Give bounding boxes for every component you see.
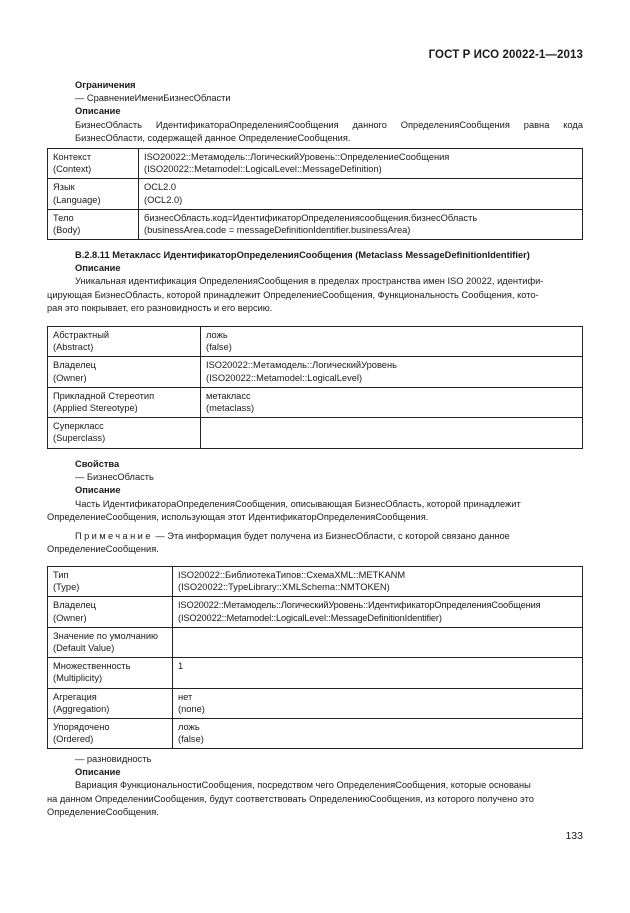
label-ru: Язык bbox=[53, 182, 75, 193]
value-ru: ISO20022::Метамодель::ЛогическийУровень::ОпределениеСообщения bbox=[144, 152, 450, 162]
description-heading: Описание bbox=[75, 263, 121, 274]
property-item: — разновидность bbox=[75, 754, 152, 764]
description-line: Вариация ФункциональностиСообщения, посредством чего ОпределенияСообщения, которые основаны bbox=[75, 780, 531, 791]
row-label bbox=[48, 327, 201, 357]
value-ru: ложь bbox=[206, 330, 228, 340]
table-row bbox=[48, 149, 583, 179]
label-en: (Abstract) bbox=[53, 342, 94, 353]
table-row bbox=[48, 209, 583, 239]
table-row bbox=[48, 418, 583, 448]
row-label bbox=[48, 688, 173, 718]
row-label bbox=[48, 209, 139, 239]
label-ru: Множественность bbox=[53, 661, 131, 672]
note-label: Примечание bbox=[75, 531, 153, 542]
metaclass-table-grid bbox=[47, 326, 583, 449]
row-value bbox=[173, 597, 583, 627]
description-line: Часть ИдентификатораОпределенияСообщения, описывающая БизнесОбласть, которой принадлежит bbox=[75, 498, 521, 509]
description-heading: Описание bbox=[75, 767, 121, 778]
row-value bbox=[201, 387, 583, 417]
row-value bbox=[173, 719, 583, 749]
row-label bbox=[48, 627, 173, 657]
row-label bbox=[48, 179, 139, 209]
description-text bbox=[47, 119, 583, 145]
label-en: (Owner) bbox=[53, 612, 87, 623]
value-en: (metaclass) bbox=[206, 403, 255, 414]
row-label bbox=[48, 567, 173, 597]
label-en: (Applied Stereotype) bbox=[53, 403, 138, 414]
label-en: (Multiplicity) bbox=[53, 673, 103, 684]
label-en: (Language) bbox=[53, 194, 101, 205]
constraints-section bbox=[47, 79, 583, 145]
table-row bbox=[48, 179, 583, 209]
label-en: (Ordered) bbox=[53, 734, 94, 745]
label-en: (Type) bbox=[53, 582, 80, 593]
properties-section bbox=[47, 458, 583, 556]
row-value bbox=[201, 327, 583, 357]
table-row bbox=[48, 597, 583, 627]
description-heading: Описание bbox=[75, 106, 121, 117]
value-en: (none) bbox=[178, 703, 205, 714]
label-ru: Суперкласс bbox=[53, 421, 104, 432]
table-row bbox=[48, 719, 583, 749]
label-ru: Упорядочено bbox=[53, 722, 110, 733]
table-row bbox=[48, 567, 583, 597]
value-ru: OCL2.0 bbox=[144, 182, 177, 193]
value-en: (ISO20022::TypeLibrary::XMLSchema::NMTOKEN) bbox=[178, 582, 390, 593]
row-value bbox=[139, 179, 583, 209]
row-label bbox=[48, 719, 173, 749]
table-row bbox=[48, 387, 583, 417]
row-value bbox=[139, 209, 583, 239]
row-value bbox=[173, 688, 583, 718]
table-row bbox=[48, 357, 583, 387]
value-ru: ISO20022::Метамодель::ЛогическийУровень::ИдентификаторОпределенияСообщения bbox=[178, 600, 541, 611]
label-ru: Контекст bbox=[53, 152, 92, 162]
row-value bbox=[201, 357, 583, 387]
note-line: ОпределениеСообщения. bbox=[47, 544, 159, 555]
description-line: на данном ОпределенииСообщения, будут соответствовать ОпределениюСообщения, из которого получено это bbox=[47, 793, 534, 804]
description-heading: Описание bbox=[75, 485, 121, 496]
metaclass-section bbox=[47, 249, 583, 315]
restrictions-heading: Ограничения bbox=[75, 80, 136, 90]
property-item: — БизнесОбласть bbox=[75, 472, 154, 483]
label-en: (Aggregation) bbox=[53, 703, 110, 714]
value-ru: ISO20022::Метамодель::ЛогическийУровень bbox=[206, 360, 397, 371]
value-en: (businessArea.code = messageDefinitionIdentifier.businessArea) bbox=[144, 225, 411, 236]
value-ru: метакласс bbox=[206, 390, 251, 401]
value-ru: ISO20022::БиблиотекаТипов::СхемаXML::METKANM bbox=[178, 570, 406, 580]
value-en: (false) bbox=[206, 342, 232, 353]
value-en: (ISO20022::Metamodel::LogicalLevel::MessageDefinitionIdentifier) bbox=[178, 612, 442, 623]
row-value bbox=[173, 658, 583, 688]
table-row bbox=[48, 658, 583, 688]
page-number: 133 bbox=[565, 830, 583, 842]
table-row bbox=[48, 327, 583, 357]
value-ru: 1 bbox=[178, 661, 184, 672]
value-en: (ISO20022::Metamodel::LogicalLevel::MessageDefinition) bbox=[144, 164, 382, 175]
section-title: B.2.8.11 Метакласс ИдентификаторОпределенияСообщения (Metaclass MessageDefinitionIdentifier) bbox=[75, 250, 530, 260]
row-label bbox=[48, 418, 201, 448]
table-row bbox=[48, 688, 583, 718]
label-ru: Абстрактный bbox=[53, 330, 110, 340]
label-en: (Context) bbox=[53, 164, 92, 175]
row-value bbox=[201, 418, 583, 448]
value-en: (OCL2.0) bbox=[144, 194, 183, 205]
label-ru: Тип bbox=[53, 570, 69, 580]
note-text: — Эта информация будет получена из БизнесОбласти, с которой связано данное bbox=[155, 531, 510, 542]
description-line: ОпределениеСообщения, использующая этот ИдентификаторОпределенияСообщения. bbox=[47, 511, 429, 522]
description-text-span: БизнесОбласть ИдентификатораОпределенияСообщения данного ОпределенияСообщения равна кода БизнесОбласти, содержащей данное ОпределениеСообщения. bbox=[75, 119, 583, 143]
row-label bbox=[48, 658, 173, 688]
value-ru: бизнесОбласть.код=ИдентификаторОпределениясообщения.бизнесОбласть bbox=[144, 212, 478, 223]
properties-heading: Свойства bbox=[75, 459, 120, 469]
description-line: рая это покрывает, его разновидность и его версию. bbox=[47, 302, 273, 313]
label-en: (Default Value) bbox=[53, 643, 115, 654]
row-label bbox=[48, 387, 201, 417]
table-row bbox=[48, 627, 583, 657]
label-ru: Прикладной Стереотип bbox=[53, 390, 155, 401]
description-line: ОпределениеСообщения. bbox=[47, 806, 159, 817]
restriction-item: — СравнениеИмениБизнесОбласти bbox=[75, 93, 231, 104]
row-label bbox=[48, 357, 201, 387]
property-table-grid bbox=[47, 566, 583, 749]
description-line: цирующая БизнесОбласть, которой принадлежит ОпределениеСообщения, Функциональность Сообщения, кото- bbox=[47, 289, 539, 300]
label-en: (Owner) bbox=[53, 372, 87, 383]
label-ru: Владелец bbox=[53, 600, 97, 611]
row-label bbox=[48, 149, 139, 179]
label-ru: Значение по умолчанию bbox=[53, 630, 159, 641]
row-value bbox=[173, 567, 583, 597]
value-ru: ложь bbox=[178, 722, 200, 733]
value-ru: нет bbox=[178, 691, 193, 702]
label-en: (Superclass) bbox=[53, 433, 106, 444]
row-label bbox=[48, 597, 173, 627]
variant-section bbox=[47, 753, 583, 819]
page-header: ГОСТ Р ИСО 20022-1—2013 bbox=[428, 49, 583, 61]
description-line: Уникальная идентификация ОпределенияСообщения в пределах пространства имен ISO 20022, идентифи- bbox=[75, 276, 544, 287]
value-en: (false) bbox=[178, 734, 204, 745]
property-table bbox=[47, 566, 583, 749]
row-value bbox=[173, 627, 583, 657]
row-value bbox=[139, 149, 583, 179]
label-en: (Body) bbox=[53, 225, 81, 236]
label-ru: Владелец bbox=[53, 360, 97, 371]
value-en: (ISO20022::Metamodel::LogicalLevel) bbox=[206, 372, 363, 383]
note-paragraph bbox=[47, 530, 583, 543]
label-ru: Агрегация bbox=[53, 691, 97, 702]
metaclass-table bbox=[47, 326, 583, 449]
label-ru: Тело bbox=[53, 212, 74, 223]
constraint-table bbox=[47, 148, 583, 240]
constraint-table-grid bbox=[47, 148, 583, 240]
